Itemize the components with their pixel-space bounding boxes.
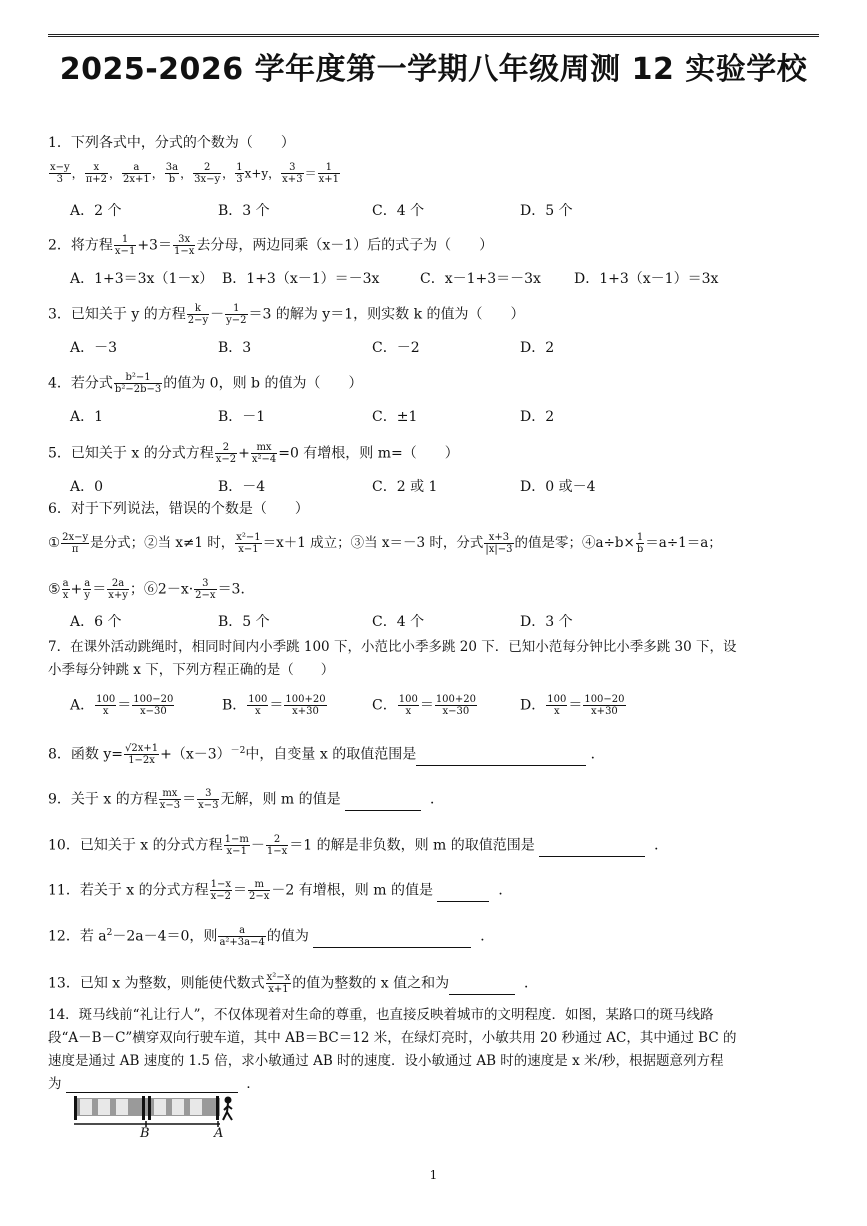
question-6-option-b: B．5 个 [218,614,270,630]
page-title: 2025-2026 学年度第一学期八年级周测 12 实验学校 [59,52,808,87]
fraction: $\frac{100-20}{x+30}$ [584,694,625,717]
answer-blank[interactable] [449,980,515,995]
fraction: $\frac{\text{x²−x}}{x+1}$ [266,972,291,995]
question-2-option-a: A．1+3＝3x（1－x） [70,271,214,287]
fraction: $\frac{x+3}{|x|-3}$ [485,532,513,555]
fraction: $\frac{2}{1-x}$ [266,834,288,857]
point-a-label: A [214,1126,224,1141]
question-1-option-d: D．5 个 [520,203,573,219]
question-5-stem: 5．已知关于 x 的分式方程 $\frac{2}{x-2}$ + $\frac{mx}{\text{x²−4}}$ =0 有增根，则 m=（ ） [48,442,459,465]
question-4-option-b: B．－1 [218,409,266,425]
fraction: $\frac{\text{x²−1}}{x-1}$ [236,532,261,555]
question-13: 13．已知 x 为整数，则能使代数式 $\frac{\text{x²−x}}{x+1}$ 的值为整数的 x 值之和为 ． [48,972,538,995]
question-4-option-d: D．2 [520,409,555,425]
question-6-option-c: C．4 个 [372,614,425,630]
question-1-option-b: B．3 个 [218,203,270,219]
fraction: $\frac{100}{x}$ [248,694,268,717]
question-2-stem: 2．将方程 $\frac{1}{x-1}$ +3＝ $\frac{3x}{1-x}$ 去分母，两边同乘（x－1）后的式子为（ ） [48,234,494,257]
fraction: $\frac{2}{x-2}$ [215,442,237,465]
question-7-option-c: C． $\frac{100}{x}$ ＝ $\frac{100+20}{x-30}$ [372,694,477,717]
question-3-option-b: B．3 [218,340,252,356]
question-6-statements-line-1: ① $\frac{2x-y}{\pi}$ 是分式；②当 x≠1 时， $\frac{\text{x²−1}}{x-1}$ ＝x＋1 成立；③当 x＝－3 时，分式 $\frac{x+3}{|x|-3}$ 的值是零；④a÷b× $\frac{1}{b}$ ＝a÷1＝a； [48,532,722,555]
question-6-statements-line-2: ⑤ $\frac{a}{x}$ + $\frac{a}{y}$ ＝ $\frac{2a}{x+y}$ ；⑥2－x· $\frac{3}{2-x}$ ＝3． [48,578,255,601]
answer-blank[interactable] [539,842,645,857]
fraction: $\frac{2}{3x-y}$ [194,162,221,185]
question-7-option-b: B． $\frac{100}{x}$ ＝ $\frac{100+20}{x+30}$ [222,694,326,717]
pedestrian-icon [223,1098,232,1121]
fraction: $\frac{1}{x+1}$ [318,162,339,185]
answer-blank[interactable] [416,751,586,766]
question-1-stem: 1．下列各式中，分式的个数为（ ） [48,135,295,151]
question-3-option-a: A．－3 [70,340,118,356]
fraction: $\frac{100}{x}$ [96,694,116,717]
fraction: $\frac{100}{x}$ [398,694,418,717]
question-4-stem: 4．若分式 $\frac{\text{b²−1}}{\text{b²−2b−3}}$ 的值为 0，则 b 的值为（ ） [48,372,363,395]
answer-blank[interactable] [437,887,489,902]
fraction: $\frac{k}{2-y}$ [187,303,209,326]
question-2-option-c: C．x－1+3＝－3x [420,271,541,287]
fraction: $\frac{a}{\text{a²+3a−4}}$ [219,925,265,949]
fraction: $\frac{mx}{x-3}$ [159,788,181,811]
fraction: $\frac{x}{\pi+2}$ [85,162,108,185]
header-rule [48,34,819,37]
question-3-option-c: C．－2 [372,340,420,356]
question-5-option-c: C．2 或 1 [372,479,438,495]
question-1-expressions: $\frac{x-y}{3}$ ， $\frac{x}{\pi+2}$ ， $\frac{a}{2x+1}$ ， $\frac{3a}{b}$ ， $\frac{2}{3x-y}$ ， $\frac{1}{3}$ x+y， $\frac{3}{x+3}$ ＝ $\frac{1}{x+1}$ [50,162,339,185]
question-7-line-2: 小季每分钟跳 x 下，下列方程正确的是（ ） [48,662,335,678]
question-7-line-1: 7．在课外活动跳绳时，相同时间内小季跳 100 下，小范比小季多跳 20 下．已知小范每分钟比小季多跳 30 下，设 [48,639,737,655]
fraction: $\frac{a}{2x+1}$ [123,162,150,185]
fraction: $\frac{a}{x}$ [62,578,69,601]
fraction: $\frac{3}{x-3}$ [198,788,219,811]
fraction: $\frac{100}{x}$ [547,694,567,717]
fraction: $\frac{2x-y}{\pi}$ [62,532,89,555]
question-6-option-a: A．6 个 [70,614,122,630]
fraction: $\frac{100+20}{x-30}$ [435,694,477,717]
question-14-line-4: 为 ． [48,1076,260,1092]
question-3-stem: 3．已知关于 y 的方程 $\frac{k}{2-y}$ － $\frac{1}{y-2}$ ＝3 的解为 y＝1，则实数 k 的值为（ ） [48,303,525,326]
point-b-label: B [140,1126,150,1141]
fraction: $\frac{1-m}{x-1}$ [224,834,249,857]
question-9: 9．关于 x 的方程 $\frac{mx}{x-3}$ ＝ $\frac{3}{x-3}$ 无解，则 m 的值是 ． [48,788,445,811]
question-14-line-2: 段“A－B－C”横穿双向行驶车道，其中 AB＝BC＝12 米，在绿灯亮时，小敏共用 20 秒通过 AC，其中通过 BC 的 [48,1030,737,1046]
fraction: $\frac{\text{b²−1}}{\text{b²−2b−3}}$ [114,372,162,395]
fraction: $\frac{3a}{b}$ [165,162,179,185]
fraction: $\frac{1}{x-1}$ [114,234,136,257]
question-4-option-c: C．±1 [372,409,418,425]
question-11: 11．若关于 x 的分式方程 $\frac{1-x}{x-2}$ ＝ $\frac{m}{2-x}$ －2 有增根，则 m 的值是 ． [48,879,513,902]
fraction: $\frac{1}{3}$ [236,162,243,185]
question-10: 10．已知关于 x 的分式方程 $\frac{1-m}{x-1}$ － $\frac{2}{1-x}$ ＝1 的解是非负数，则 m 的取值范围是 ． [48,834,669,857]
question-6-option-d: D．3 个 [520,614,573,630]
fraction: $\frac{m}{2-x}$ [249,879,270,902]
question-4-option-a: A．1 [70,409,104,425]
fraction: $\frac{√2x+1}{1-2x}$ [125,743,159,767]
question-14-line-1: 14．斑马线前“礼让行人”，不仅体现着对生命的尊重，也直接反映着城市的文明程度．如图，某路口的斑马线路 [48,1007,714,1023]
question-8: 8．函数 y= $\frac{√2x+1}{1-2x}$ $+(x-3)^{-2}$中，自变量 x 的取值范围是 ． [48,743,605,767]
answer-blank[interactable] [66,1078,238,1093]
fraction: $\frac{100+20}{x+30}$ [285,694,326,717]
question-3-option-d: D．2 [520,340,555,356]
fraction: $\frac{mx}{\text{x²−4}}$ [251,442,277,465]
fraction: $\frac{1}{y-2}$ [226,303,247,326]
question-5-option-d: D．0 或－4 [520,479,596,495]
question-1-option-c: C．4 个 [372,203,425,219]
fraction: $\frac{1-x}{x-2}$ [210,879,232,902]
question-2-option-b: B．1+3（x－1）＝－3x [222,271,380,287]
answer-blank[interactable] [345,796,421,811]
fraction: $\frac{x-y}{3}$ [50,162,70,185]
question-7-option-d: D． $\frac{100}{x}$ ＝ $\frac{100-20}{x+30}$ [520,694,625,717]
fraction: $\frac{a}{y}$ [84,578,91,601]
crosswalk-figure [70,1094,240,1144]
fraction: $\frac{1}{b}$ [636,532,644,555]
fraction: $\frac{2a}{x+y}$ [108,578,128,601]
question-14-line-3: 速度是通过 AB 速度的 1.5 倍，求小敏通过 AB 时的速度．设小敏通过 AB 时的速度是 x 米/秒，根据题意列方程 [48,1053,724,1069]
answer-blank[interactable] [313,933,471,948]
question-5-option-a: A．0 [70,479,104,495]
question-7-option-a: A． $\frac{100}{x}$ ＝ $\frac{100-20}{x-30}$ [70,694,174,717]
question-6-stem: 6．对于下列说法，错误的个数是（ ） [48,501,309,517]
fraction: $\frac{3x}{1-x}$ [173,234,195,257]
question-5-option-b: B．－4 [218,479,266,495]
fraction: $\frac{100-20}{x-30}$ [133,694,174,717]
question-2-option-d: D．1+3（x－1）＝3x [574,271,719,287]
fraction: $\frac{3}{2-x}$ [195,578,216,601]
fraction: $\frac{3}{x+3}$ [282,162,303,185]
page-number: 1 [429,1168,438,1182]
question-12: 12．若 $a^2-2a-4=0$，则 $\frac{a}{\text{a²+3a−4}}$ 的值为 ． [48,925,495,949]
question-1-option-a: A．2 个 [70,203,122,219]
